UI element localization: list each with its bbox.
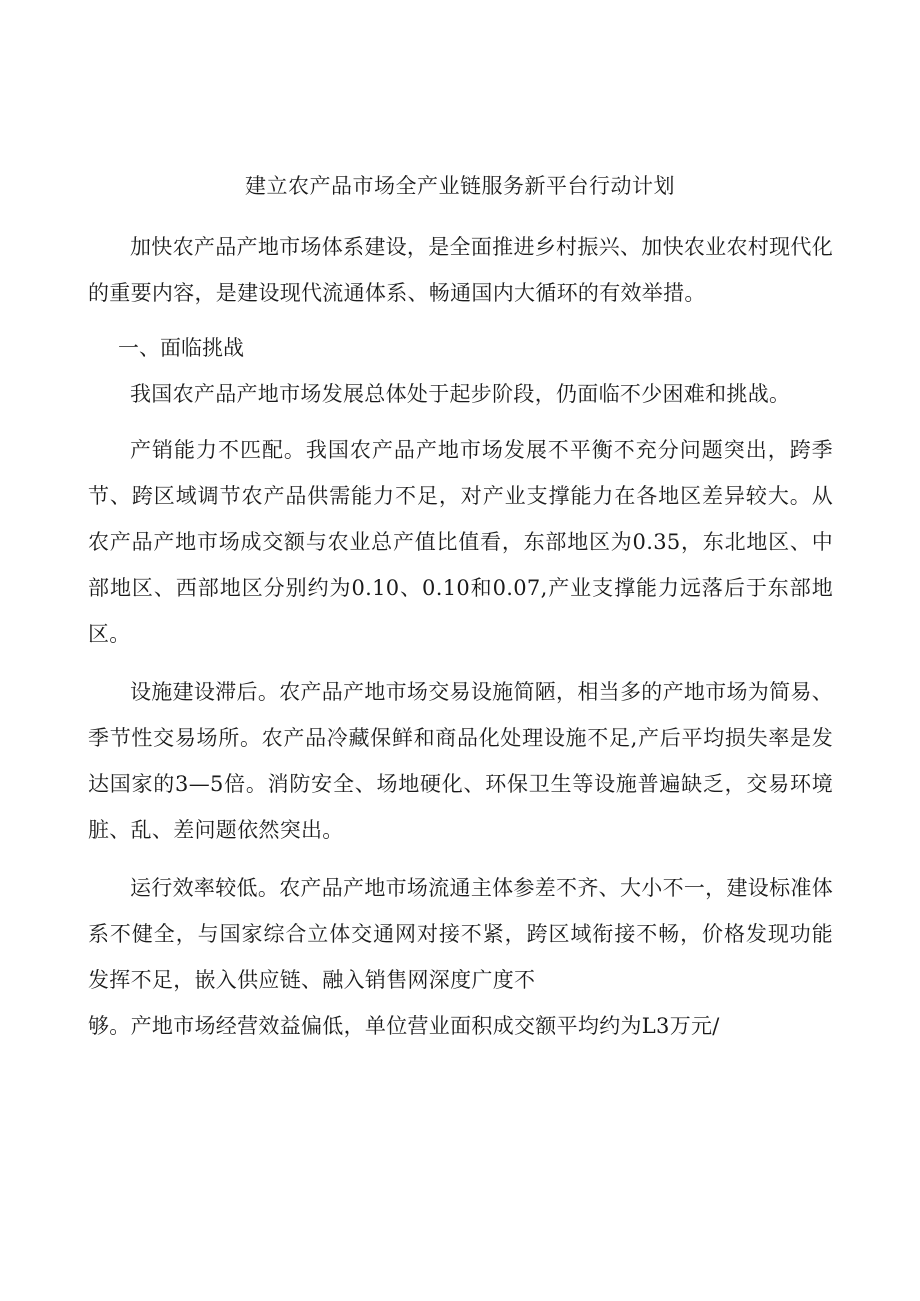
paragraph-low-efficiency-line2: 够。产地市场经营效益偏低，单位营业面积成交额平均约为L3万元/ (88, 1014, 720, 1038)
paragraph-production-sales-mismatch: 产销能力不匹配。我国农产品产地市场发展不平衡不充分问题突出，跨季节、跨区域调节农产品供需能力不足，对产业支撑能力在各地区差异较大。从农产品产地市场成交额与农业总产值比值看，东部地区为0.35，东北地区、中部地区、西部地区分别约为0.10、0.10和0.07,产业支撑能力远落后于东部地区。 (88, 438, 833, 646)
paragraph-facility-lag: 设施建设滞后。农产品产地市场交易设施简陋，相当多的产地市场为简易、季节性交易场所。农产品冷藏保鲜和商品化处理设施不足,产后平均损失率是发达国家的3—5倍。消防安全、场地硬化、环保卫生等设施普遍缺乏，交易环境脏、乱、差问题依然突出。 (88, 680, 833, 842)
intro-paragraph: 加快农产品产地市场体系建设，是全面推进乡村振兴、加快农业农村现代化的重要内容，是建设现代流通体系、畅通国内大循环的有效举措。 (88, 235, 833, 305)
document-title: 建立农产品市场全产业链服务新平台行动计划 (245, 174, 675, 198)
paragraph-low-efficiency-line1: 运行效率较低。农产品产地市场流通主体参差不齐、大小不一，建设标准体系不健全，与国家综合立体交通网对接不紧，跨区域衔接不畅，价格发现功能发挥不足，嵌入供应链、融入销售网深度广度不 (88, 876, 833, 992)
section-heading-challenges: 一、面临挑战 (118, 336, 244, 360)
paragraph-low-efficiency (88, 865, 833, 1049)
paragraph-overview: 我国农产品产地市场发展总体处于起步阶段，仍面临不少困难和挑战。 (130, 382, 791, 406)
document-body (88, 224, 833, 1049)
